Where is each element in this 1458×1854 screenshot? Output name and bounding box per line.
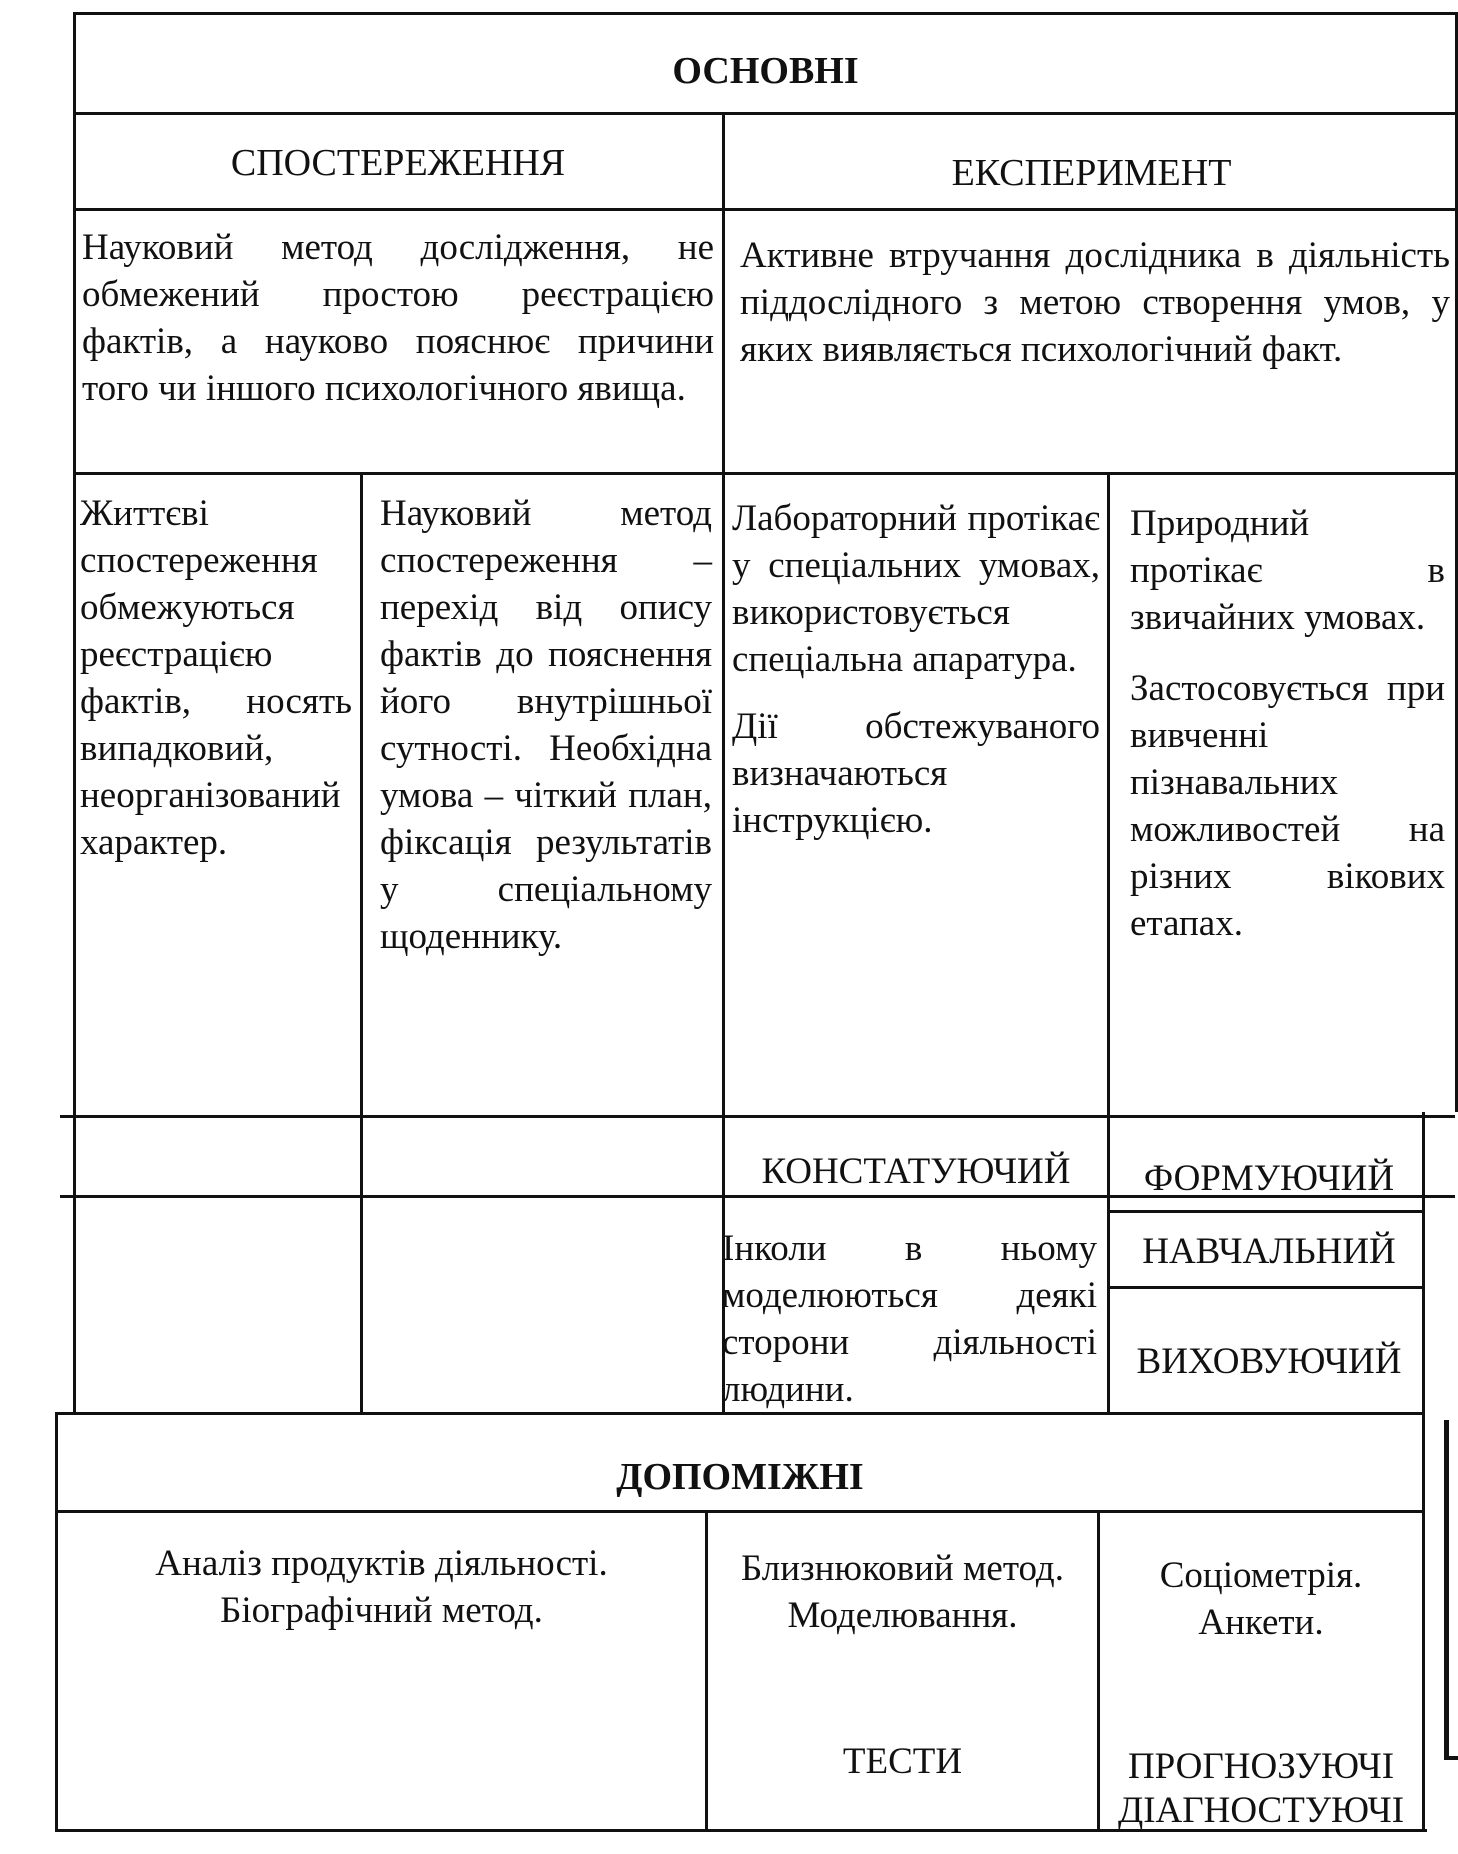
aux-sociometry: Соціометрія.	[1159, 1555, 1363, 1596]
laboratory-text-2: Дії обстежуваного визначаються інструкцією.	[732, 706, 1100, 841]
observation-title: СПОСТЕРЕЖЕННЯ	[230, 142, 566, 184]
laboratory-text-1: Лабораторний протікає у спеціальних умовах, використовується спеціальна апаратура.	[732, 498, 1100, 680]
auxiliary-col-3-bottom	[1100, 1745, 1422, 1833]
aux-prognostic: ПРОГНОЗУЮЧІ	[1127, 1746, 1395, 1787]
observation-definition: Науковий метод дослідження, не обмежений простою реєстрацією фактів, а науково пояснює причини того чи іншого психологічного явища.	[82, 227, 714, 409]
natural-text-1: Природний протікає в звичайних умовах.	[1130, 503, 1445, 638]
rule-under-main-title	[73, 112, 1458, 115]
main-title: ОСНОВНІ	[672, 50, 859, 92]
scientific-observation: Науковий метод спостереження – перехід від опису фактів до пояснення його внутрішньої сутності. Необхідна умова – чіткий план, фіксація результатів у спеціальному щоденнику.	[380, 493, 712, 957]
aux-twin-method: Близнюковий метод.	[740, 1548, 1065, 1589]
formative-experiment-label: ФОРМУЮЧИЙ	[1143, 1158, 1395, 1199]
aux-product-analysis: Аналіз продуктів діяльності.	[155, 1543, 608, 1584]
aux-modeling: Моделювання.	[787, 1595, 1018, 1636]
everyday-observation: Життєві спостереження обмежуються реєстрацією фактів, носять випадковий, неорганізований характер.	[80, 493, 352, 863]
rule-formative-under	[1107, 1210, 1425, 1213]
natural-text-2: Застосовується при вивченні пізнавальних можливостей на різних вікових етапах.	[1130, 668, 1445, 944]
experiment-definition: Активне втручання дослідника в діяльність піддослідного з метою створення умов, у яких виявляється психологічний факт.	[740, 235, 1450, 370]
teaching-experiment-label: НАВЧАЛЬНИЙ	[1142, 1231, 1396, 1272]
auxiliary-col-3	[1100, 1552, 1422, 1646]
rule-subtype-row	[60, 1115, 1455, 1118]
educational-experiment-label: ВИХОВУЮЧИЙ	[1136, 1341, 1402, 1382]
rule-main-split	[722, 112, 725, 1412]
rule-under-definitions	[73, 472, 1458, 475]
aux-questionnaires: Анкети.	[1198, 1602, 1324, 1643]
laboratory-experiment	[732, 495, 1100, 844]
auxiliary-title: ДОПОМІЖНІ	[616, 1456, 864, 1498]
auxiliary-col-2	[708, 1545, 1097, 1639]
rule-left	[73, 12, 76, 1412]
rule-top	[73, 12, 1458, 15]
natural-experiment	[1130, 500, 1445, 947]
ascertaining-experiment-label: КОНСТАТУЮЧИЙ	[761, 1151, 1071, 1192]
aux-tests: ТЕСТИ	[842, 1741, 963, 1782]
aux-diagnostic: ДІАГНОСТУЮЧІ	[1117, 1790, 1405, 1831]
rule-obs-split	[360, 472, 363, 1412]
binding-mark	[1444, 1420, 1449, 1760]
ascertaining-note: Інколи в ньому моделюються деякі сторони діяльності людини.	[722, 1228, 1097, 1410]
experiment-title: ЕКСПЕРИМЕНТ	[951, 152, 1232, 194]
rule-under-subtitles	[73, 208, 1458, 211]
binding-mark-foot	[1444, 1756, 1458, 1760]
auxiliary-col-1	[58, 1540, 705, 1634]
aux-biographical-method: Біографічний метод.	[220, 1590, 543, 1631]
rule-aux-under-title	[55, 1510, 1425, 1513]
rule-teaching-under	[1107, 1286, 1425, 1289]
